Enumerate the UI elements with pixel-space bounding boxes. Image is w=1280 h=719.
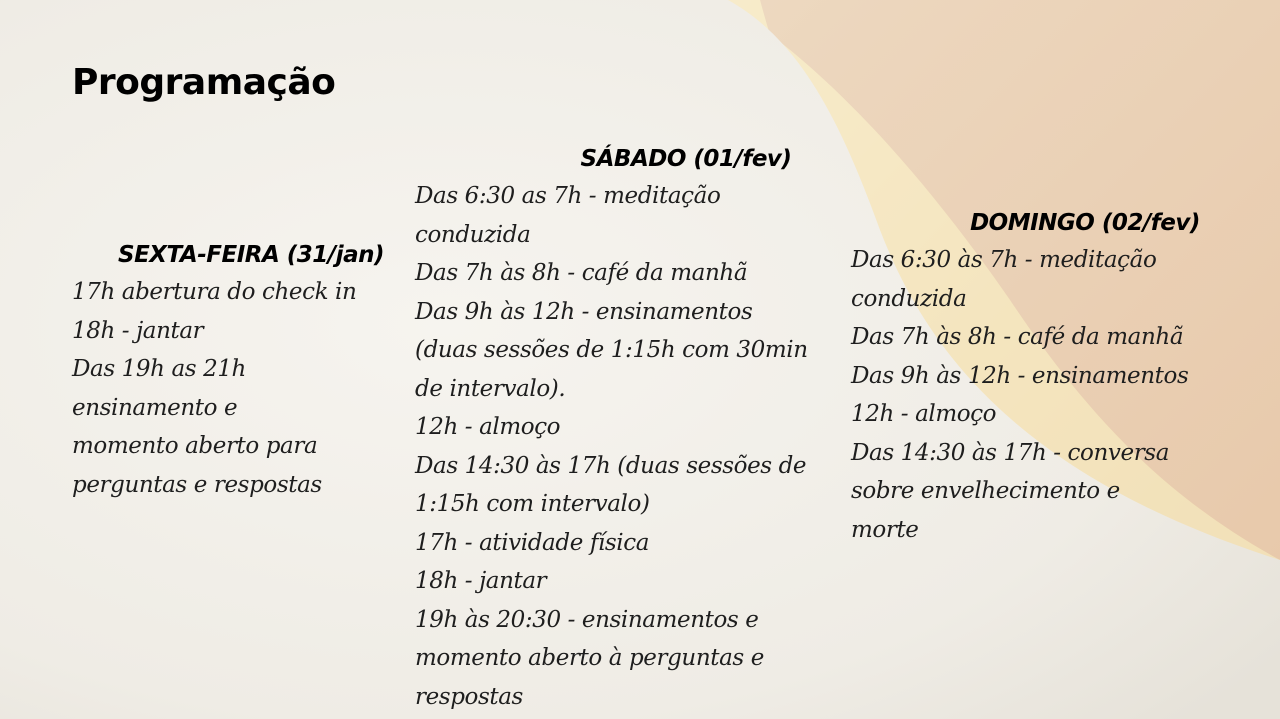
schedule-sunday (851, 205, 1251, 549)
schedule-line: (duas sessões de 1:15h com 30min (415, 337, 808, 363)
schedule-line: 12h - almoço (415, 414, 561, 440)
day-title-friday: SEXTA-FEIRA (31/jan) (118, 242, 384, 268)
schedule-friday (72, 237, 392, 504)
schedule-line: de intervalo). (415, 375, 566, 402)
schedule-line: Das 6:30 às 7h - meditação (851, 247, 1157, 273)
schedule-line: Das 14:30 às 17h - conversa (851, 439, 1170, 466)
schedule-line: conduzida (851, 285, 967, 312)
schedule-line: conduzida (415, 221, 531, 248)
schedule-saturday (415, 141, 845, 716)
schedule-line: 12h - almoço (851, 401, 997, 427)
schedule-line: momento aberto à perguntas e (415, 645, 764, 671)
sunday-lines (851, 241, 1251, 549)
schedule-line: momento aberto para (72, 433, 318, 459)
schedule-line: Das 14:30 às 17h (duas sessões de (415, 452, 807, 479)
schedule-line: sobre envelhecimento e (851, 478, 1120, 504)
schedule-line: Das 7h às 8h - café da manhã (851, 324, 1184, 350)
friday-lines (72, 273, 392, 504)
schedule-line: Das 9h às 12h - ensinamentos (851, 362, 1189, 389)
schedule-line: 17h - atividade física (415, 529, 650, 556)
schedule-line: 18h - jantar (415, 568, 547, 594)
schedule-line: 19h às 20:30 - ensinamentos e (415, 606, 759, 633)
schedule-line: Das 19h as 21h (72, 356, 246, 382)
day-title-saturday: SÁBADO (01/fev) (580, 146, 792, 172)
page-title: Programação (72, 62, 336, 103)
schedule-line: 18h - jantar (72, 317, 204, 344)
schedule-line: Das 9h às 12h - ensinamentos (415, 298, 753, 325)
schedule-line: 1:15h com intervalo) (415, 491, 650, 517)
schedule-line: Das 6:30 as 7h - meditação (415, 183, 721, 209)
day-title-sunday: DOMINGO (02/fev) (970, 210, 1200, 236)
schedule-line: Das 7h às 8h - café da manhã (415, 260, 748, 286)
schedule-line: morte (851, 516, 919, 543)
saturday-lines (415, 177, 845, 716)
schedule-line: respostas (415, 683, 523, 710)
schedule-line: perguntas e respostas (72, 471, 322, 498)
schedule-line: ensinamento e (72, 394, 238, 421)
schedule-line: 17h abertura do check in (72, 279, 357, 305)
